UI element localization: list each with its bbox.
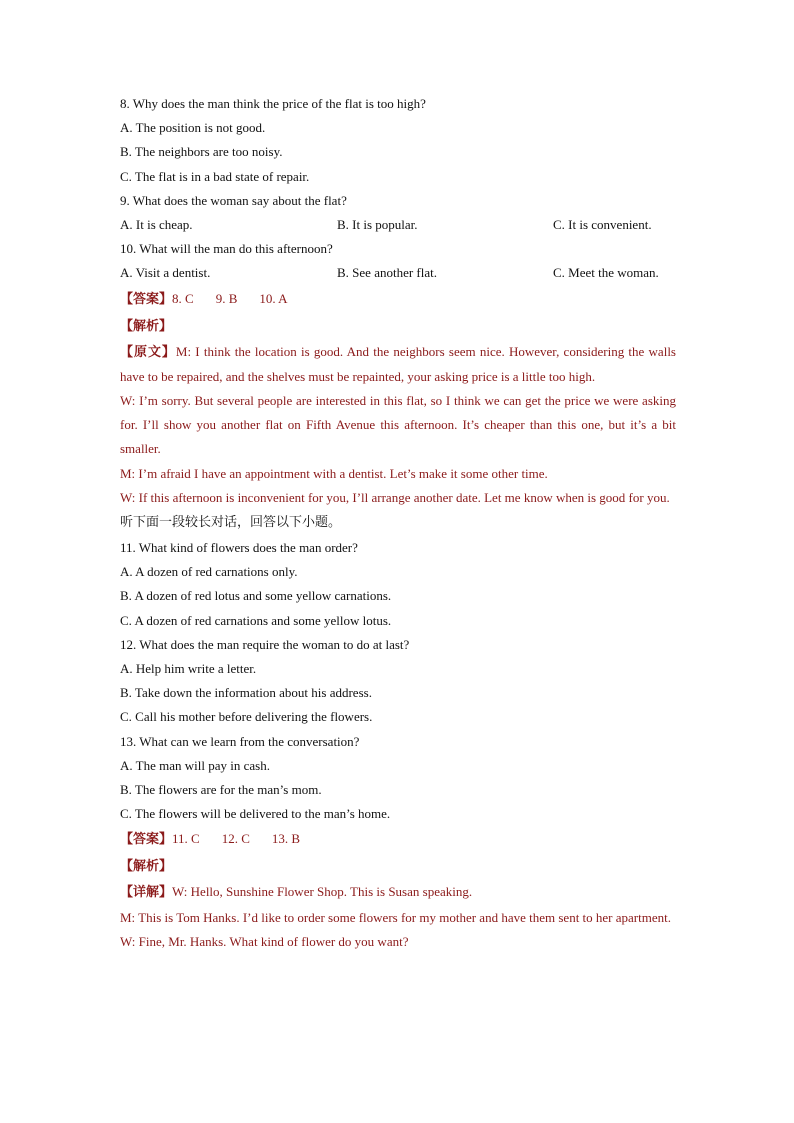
option-c: C. Call his mother before delivering the flowers. bbox=[120, 709, 373, 725]
option-b: B. See another flat. bbox=[337, 265, 437, 281]
option-c: C. Meet the woman. bbox=[553, 265, 659, 281]
section-instruction: 听下面一段较长对话，回答以下小题。 bbox=[120, 515, 342, 531]
options-row bbox=[120, 213, 676, 237]
answer-11: 11. C bbox=[172, 831, 200, 847]
answer-10: 10. A bbox=[259, 290, 288, 306]
answer-line-2 bbox=[120, 826, 676, 853]
question-stem: 12. What does the man require the woman to do at last? bbox=[120, 636, 410, 652]
option-a: A. The position is not good. bbox=[120, 120, 266, 136]
transcript-1 bbox=[120, 340, 676, 510]
transcript-text: W: Hello, Sunshine Flower Shop. This is Susan speaking. bbox=[172, 884, 473, 900]
answer-9: 9. B bbox=[215, 290, 238, 306]
options-row bbox=[120, 261, 676, 285]
transcript-line: M: I’m afraid I have an appointment with a dentist. Let’s make it some other time. bbox=[120, 465, 548, 481]
question-12 bbox=[120, 633, 676, 730]
option-b: B. Take down the information about his address. bbox=[120, 685, 372, 701]
question-10 bbox=[120, 237, 676, 285]
question-13 bbox=[120, 730, 676, 827]
option-c: C. The flat is in a bad state of repair. bbox=[120, 168, 310, 184]
transcript-line bbox=[120, 880, 676, 905]
question-stem: 10. What will the man do this afternoon? bbox=[120, 241, 333, 257]
question-stem: 11. What kind of flowers does the man order? bbox=[120, 540, 358, 556]
transcript-tag: 【详解】 bbox=[120, 885, 173, 901]
analysis-tag: 【解析】 bbox=[120, 859, 173, 875]
answer-tag: 【答案】 bbox=[120, 291, 173, 307]
analysis-tag: 【解析】 bbox=[120, 318, 173, 334]
question-stem: 8. Why does the man think the price of the flat is too high? bbox=[120, 96, 426, 111]
option-b: B. The flowers are for the man’s mom. bbox=[120, 782, 322, 798]
transcript-line: M: This is Tom Hanks. I’d like to order some flowers for my mother and have them sent to her apartment. bbox=[120, 909, 671, 925]
question-stem: 9. What does the woman say about the flat? bbox=[120, 192, 347, 208]
answer-line-1 bbox=[120, 286, 676, 313]
transcript-line: W: I’m sorry. But several people are interested in this flat, so I think we can get the price we were asking for. I’ll show you another flat on Fifth Avenue this afternoon. It’s cheaper than this one, but it’s a bit smaller. bbox=[120, 393, 676, 457]
option-b: B. A dozen of red lotus and some yellow carnations. bbox=[120, 588, 392, 604]
question-11 bbox=[120, 536, 676, 633]
option-a: A. The man will pay in cash. bbox=[120, 757, 270, 773]
option-a: A. Help him write a letter. bbox=[120, 661, 257, 677]
transcript-line bbox=[120, 340, 676, 389]
analysis-heading-1 bbox=[120, 313, 676, 340]
question-9 bbox=[120, 189, 676, 237]
transcript-line: W: Fine, Mr. Hanks. What kind of flower do you want? bbox=[120, 933, 409, 949]
answer-8: 8. C bbox=[172, 290, 194, 306]
option-a: A. Visit a dentist. bbox=[120, 265, 211, 281]
answer-13: 13. B bbox=[271, 831, 301, 847]
transcript-tag: 【原文】 bbox=[120, 344, 176, 360]
option-b: B. It is popular. bbox=[337, 217, 418, 233]
option-c: C. The flowers will be delivered to the man’s home. bbox=[120, 806, 391, 822]
option-c: C. It is convenient. bbox=[553, 217, 652, 233]
answer-12: 12. C bbox=[221, 831, 250, 847]
question-8 bbox=[120, 92, 676, 189]
transcript-text: M: I think the location is good. And the neighbors seem nice. However, considering the walls have to be repaired, and the shelves must be repainted, your asking price is a little too high. bbox=[120, 343, 676, 384]
question-stem: 13. What can we learn from the conversation? bbox=[120, 733, 360, 749]
option-b: B. The neighbors are too noisy. bbox=[120, 144, 283, 160]
document-page bbox=[120, 92, 676, 954]
answer-tag: 【答案】 bbox=[120, 832, 173, 848]
transcript-line: W: If this afternoon is inconvenient for you, I’ll arrange another date. Let me know when is good for you. bbox=[120, 489, 670, 505]
option-a: A. A dozen of red carnations only. bbox=[120, 564, 298, 580]
transcript-2 bbox=[120, 880, 676, 954]
analysis-heading-2 bbox=[120, 853, 676, 880]
option-c: C. A dozen of red carnations and some yellow lotus. bbox=[120, 612, 392, 628]
option-a: A. It is cheap. bbox=[120, 217, 193, 233]
